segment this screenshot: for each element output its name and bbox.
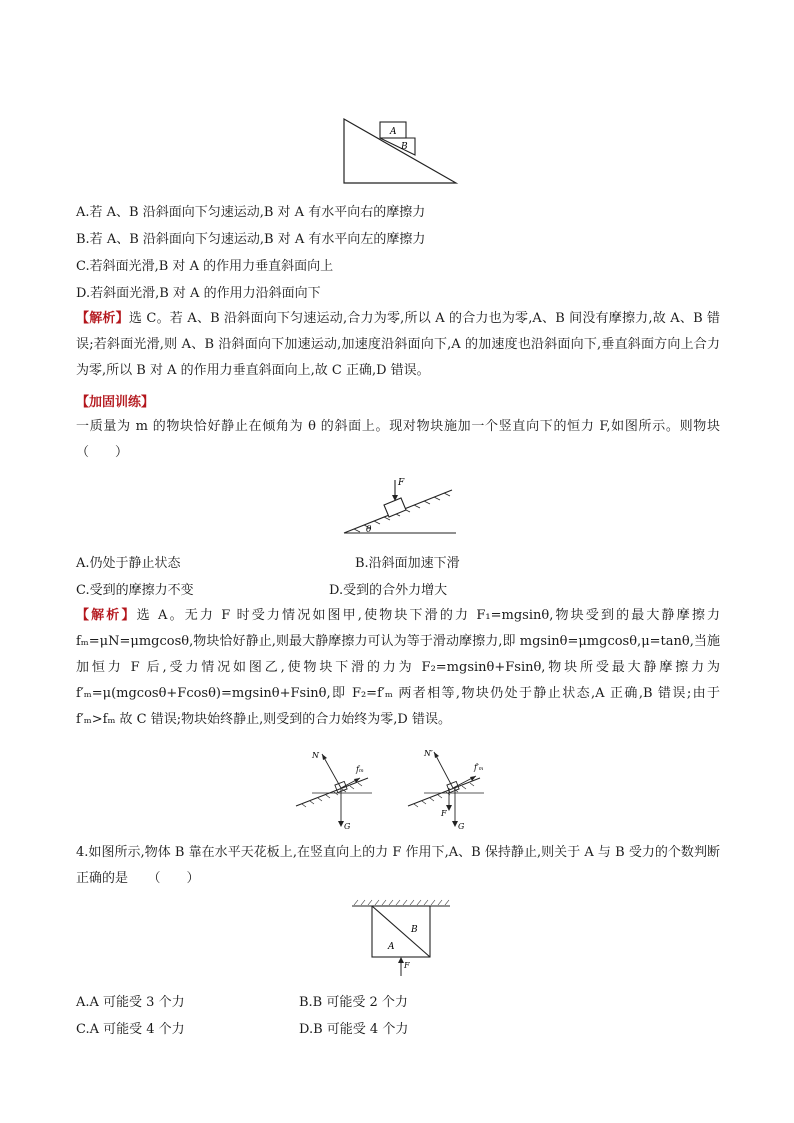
q1-option-c: C.若斜面光滑,B 对 A 的作用力垂直斜面向上 <box>76 259 334 274</box>
fig1-label-b: B <box>401 142 408 152</box>
figure-blocks-ceiling <box>346 896 458 980</box>
q2-option-b: B.沿斜面加速下滑 <box>355 556 460 571</box>
fig3-right-force: F <box>441 809 447 818</box>
q2-option-c: C.受到的摩擦力不变 <box>76 583 194 598</box>
figure-force-diagram-right <box>404 748 492 832</box>
q1-option-b: B.若 A、B 沿斜面向下匀速运动,B 对 A 有水平向左的摩擦力 <box>76 232 426 247</box>
q1-option-d: D.若斜面光滑,B 对 A 的作用力沿斜面向下 <box>76 286 321 301</box>
analysis-2-tag: 【解析】 <box>76 608 137 623</box>
fig3-right-f: f′ₘ <box>474 763 484 772</box>
training-question: 一质量为 m 的物块恰好静止在倾角为 θ 的斜面上。现对物块施加一个竖直向下的恒力 F,如图所示。则物块 （ ） <box>76 419 734 460</box>
q4-option-a: A.A 可能受 3 个力 <box>76 995 185 1010</box>
q4-option-c: C.A 可能受 4 个力 <box>76 1022 185 1037</box>
fig1-label-a: A <box>390 127 397 137</box>
fig3-left-g: G <box>344 822 351 831</box>
fig4-label-f: F <box>404 961 410 970</box>
fig3-right-g: G <box>458 822 465 831</box>
analysis-2 <box>76 603 720 733</box>
figure-force-diagram-left <box>292 748 380 832</box>
analysis-1-text: 选 C。若 A、B 沿斜面向下匀速运动,合力为零,所以 A 的合力也为零,A、B 间没有摩擦力,故 A、B 错误;若斜面光滑,则 A、B 沿斜面向下加速运动,加速度沿斜面向下,A 的加速度也沿斜面向下,垂直斜面方向上合力为零,所以 B 对 A 的作用力垂直斜面向上,故 C 正确,D 错误。 <box>76 311 720 378</box>
analysis-2-text: 选 A。无力 F 时受力情况如图甲,使物块下滑的力 F₁=mgsinθ,物块受到的最大静摩擦力 fₘ=μN=μmgcosθ,物块恰好静止,则最大静摩擦力可认为等于滑动摩擦力,即 mgsinθ=μmgcosθ,μ=tanθ,当施加恒力 F 后,受力情况如图乙,使物块下滑的力为 F₂=mgsinθ+Fsinθ,物块所受最大静摩擦力为 f′ₘ=μ(mgcosθ+Fcosθ)=mgsinθ+Fsinθ,即 F₂=f′ₘ 两者相等,物块仍处于静止状态,A 正确,B 错误;由于 f′ₘ>fₘ 故 C 错误;物块始终静止,则受到的合力始终为零,D 错误。 <box>76 608 720 727</box>
q2-option-a: A.仍处于静止状态 <box>76 556 181 571</box>
figure-block-force-f <box>340 476 464 538</box>
training-tag: 【加固训练】 <box>76 395 155 410</box>
q1-option-a: A.若 A、B 沿斜面向下匀速运动,B 对 A 有水平向右的摩擦力 <box>76 205 426 220</box>
fig2-label-theta: θ <box>366 525 372 535</box>
q4-question: 4.如图所示,物体 B 靠在水平天花板上,在竖直向上的力 F 作用下,A、B 保持静止,则关于 A 与 B 受力的个数判断正确的是 （ ） <box>76 845 720 886</box>
q2-option-d: D.受到的合外力增大 <box>329 583 448 598</box>
analysis-1-tag: 【解析】 <box>76 311 129 326</box>
analysis-1 <box>76 306 720 384</box>
q4-option-d: D.B 可能受 4 个力 <box>299 1022 409 1037</box>
fig4-label-b: B <box>411 925 418 935</box>
fig3-left-f: fₘ <box>356 765 364 774</box>
fig3-left-n: N <box>312 751 319 760</box>
q4-option-b: B.B 可能受 2 个力 <box>299 995 408 1010</box>
fig4-label-a: A <box>388 942 395 952</box>
figure-blocks-on-incline <box>340 116 460 188</box>
fig3-right-n: N′ <box>424 749 433 758</box>
fig2-label-f: F <box>398 478 405 488</box>
